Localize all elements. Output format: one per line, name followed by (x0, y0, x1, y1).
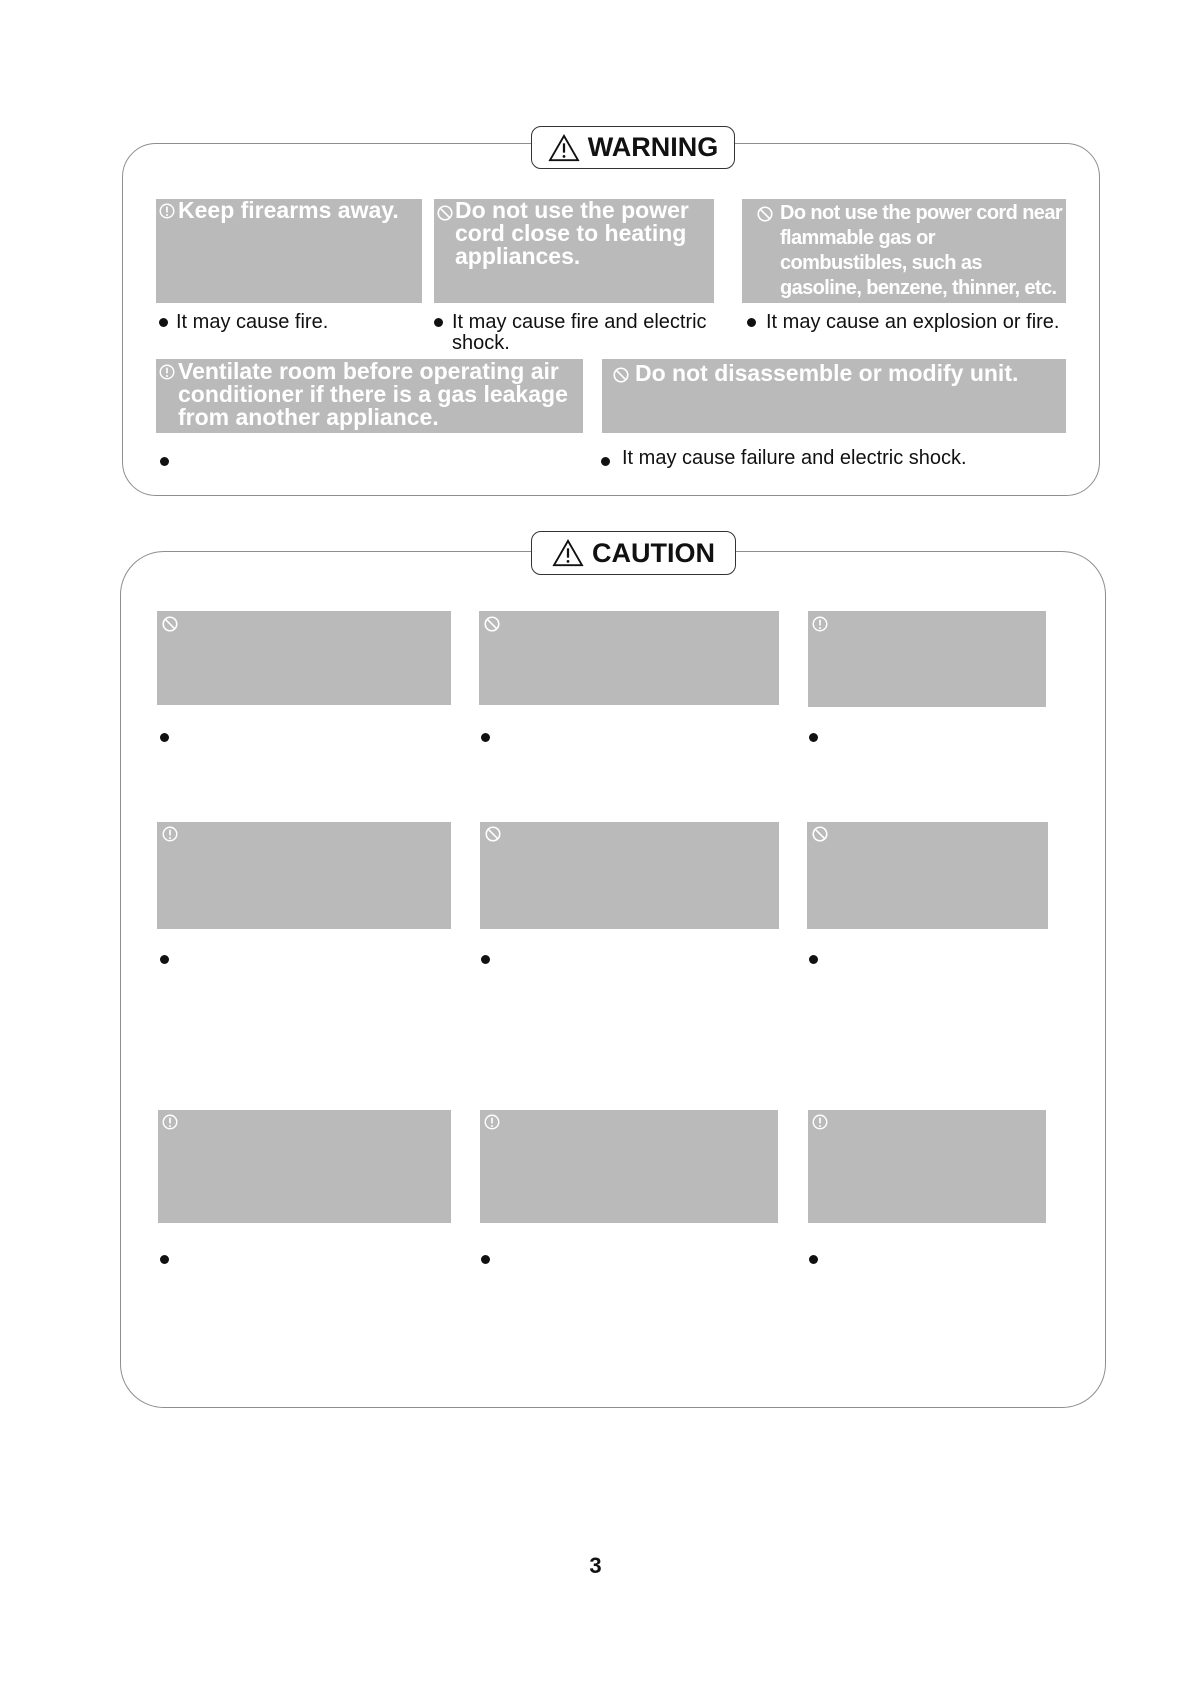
mandatory-circle-icon (811, 1113, 829, 1131)
prohibited-circle-icon (756, 205, 774, 223)
bullet-dot (160, 955, 169, 964)
caution-header (531, 531, 736, 575)
warning-item-note: It may cause fire and electric shock. (452, 311, 707, 354)
warning-item-title: Ventilate room before operating air conditioner if there is a gas leakage from another appliance. (178, 358, 568, 430)
prohibited-circle-icon (811, 825, 829, 843)
mandatory-circle-icon (161, 825, 179, 843)
warning-item-note: It may cause fire. (176, 311, 329, 333)
warning-item-box (434, 199, 714, 303)
caution-item-box (807, 822, 1048, 929)
bullet-dot (809, 1255, 818, 1264)
warning-item-title: Do not use the power cord near flammable gas or combustibles, such as gasoline, benzene, thinner, etc. (780, 202, 1063, 299)
prohibited-circle-icon (612, 366, 630, 384)
page-number: 3 (589, 1553, 602, 1578)
bullet-dot (809, 955, 818, 964)
bullet-dot (481, 733, 490, 742)
prohibited-circle-icon (483, 615, 501, 633)
prohibited-circle-icon (484, 825, 502, 843)
bullet-dot (160, 733, 169, 742)
caution-header-label: CAUTION (592, 537, 715, 568)
warning-item-note: It may cause an explosion or fire. (766, 311, 1060, 333)
mandatory-circle-icon (483, 1113, 501, 1131)
bullet-dot (481, 1255, 490, 1264)
warning-item-box (156, 199, 422, 303)
prohibited-circle-icon (436, 204, 454, 222)
bullet-dot (160, 1255, 169, 1264)
warning-item-box (602, 359, 1066, 433)
mandatory-circle-icon (161, 1113, 179, 1131)
caution-item-box (158, 1110, 451, 1223)
caution-item-box (157, 822, 451, 929)
mandatory-circle-icon (158, 363, 176, 381)
warning-item-note: It may cause failure and electric shock. (622, 447, 967, 469)
bullet-dot (434, 318, 443, 327)
warning-item-box (156, 359, 583, 433)
bullet-dot (809, 733, 818, 742)
warning-header (531, 126, 735, 169)
caution-item-box (480, 822, 779, 929)
caution-item-box (808, 611, 1046, 707)
prohibited-circle-icon (161, 615, 179, 633)
warning-triangle-icon (548, 134, 580, 162)
bullet-dot (481, 955, 490, 964)
bullet-dot (159, 318, 168, 327)
caution-item-box (479, 611, 779, 705)
warning-item-box (742, 199, 1066, 303)
mandatory-circle-icon (811, 615, 829, 633)
warning-item-title: Do not use the power cord close to heating appliances. (455, 197, 689, 269)
bullet-dot (601, 457, 610, 466)
mandatory-circle-icon (158, 202, 176, 220)
bullet-dot (160, 457, 169, 466)
caution-item-box (808, 1110, 1046, 1223)
warning-item-title: Keep firearms away. (178, 197, 399, 223)
caution-item-box (157, 611, 451, 705)
warning-header-label: WARNING (587, 132, 719, 162)
bullet-dot (747, 318, 756, 327)
warning-triangle-icon (552, 539, 584, 567)
caution-item-box (480, 1110, 778, 1223)
warning-item-title: Do not disassemble or modify unit. (635, 360, 1019, 386)
